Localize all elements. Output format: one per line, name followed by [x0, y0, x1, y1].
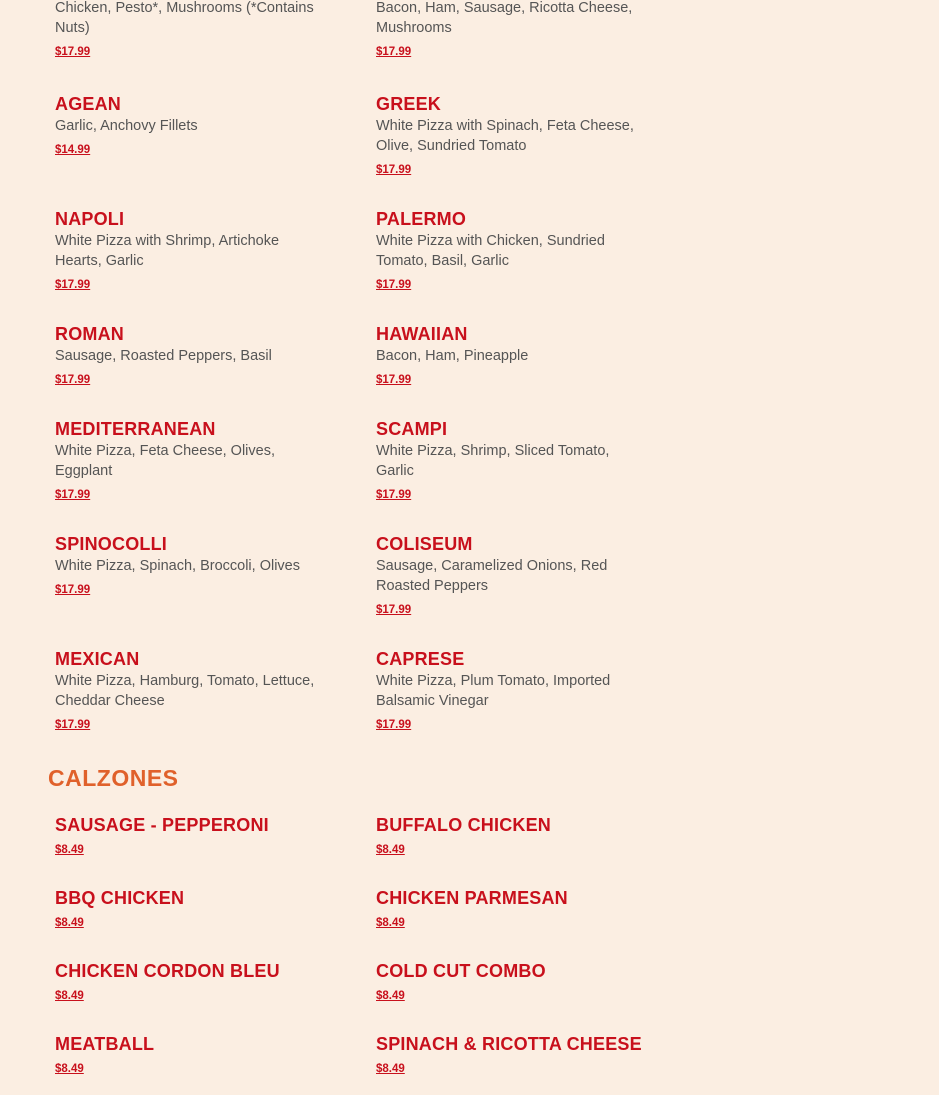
menu-item-name: MEDITERRANEAN — [55, 419, 216, 439]
menu-item-price-link[interactable]: $17.99 — [376, 489, 412, 501]
menu-item — [376, 0, 641, 60]
menu-item-name: CHICKEN PARMESAN — [376, 888, 568, 908]
menu-item — [376, 323, 641, 388]
menu-item — [55, 323, 320, 388]
menu-item — [55, 418, 320, 503]
menu-item-price-link[interactable]: $17.99 — [55, 374, 91, 386]
menu-item-price-link[interactable]: $8.49 — [55, 1063, 84, 1075]
menu-item-description: White Pizza, Feta Cheese, Olives, Eggplant — [55, 443, 275, 479]
menu-item-name: CAPRESE — [376, 649, 465, 669]
menu-item — [55, 887, 320, 931]
menu-item — [376, 887, 641, 931]
menu-item-description: White Pizza with Chicken, Sundried Tomato, Basil, Garlic — [376, 233, 605, 269]
menu-item-name: AGEAN — [55, 94, 122, 114]
menu-item-name: SCAMPI — [376, 419, 448, 439]
menu-item — [55, 208, 320, 293]
menu-item-price-link[interactable]: $17.99 — [376, 604, 412, 616]
menu-item — [55, 648, 320, 733]
menu-item-name: SAUSAGE - PEPPERONI — [55, 815, 269, 835]
menu-item — [55, 93, 320, 158]
menu-item-name: CHICKEN CORDON BLEU — [55, 961, 280, 981]
menu-item-description: Sausage, Roasted Peppers, Basil — [55, 348, 272, 364]
menu-item-price-link[interactable]: $17.99 — [376, 46, 412, 58]
menu-item — [55, 533, 320, 598]
menu-item-name: PALERMO — [376, 209, 467, 229]
menu-item-name: MEATBALL — [55, 1034, 155, 1054]
menu-item-price-link[interactable]: $8.49 — [55, 844, 84, 856]
menu-item — [55, 814, 320, 858]
menu-item-price-link[interactable]: $8.49 — [55, 917, 84, 929]
menu-item-price-link[interactable]: $17.99 — [55, 46, 91, 58]
menu-item-description: White Pizza, Hamburg, Tomato, Lettuce, Cheddar Cheese — [55, 673, 315, 709]
menu-item-description: White Pizza with Shrimp, Artichoke Hearts, Garlic — [55, 233, 280, 269]
menu-item-description: Sausage, Caramelized Onions, Red Roasted Peppers — [376, 558, 608, 594]
menu-item-price-link[interactable]: $8.49 — [376, 990, 405, 1002]
menu-item — [376, 960, 641, 1004]
menu-item — [376, 1033, 641, 1077]
menu-item-description: Garlic, Anchovy Fillets — [55, 118, 198, 134]
menu-item — [376, 814, 641, 858]
menu-item-price-link[interactable]: $8.49 — [376, 917, 405, 929]
menu-item — [55, 0, 320, 60]
section-title-calzones: CALZONES — [48, 765, 179, 791]
menu-item-description: Bacon, Ham, Sausage, Ricotta Cheese, Mushrooms — [376, 0, 633, 36]
menu-item — [376, 418, 641, 503]
menu-item-price-link[interactable]: $17.99 — [376, 719, 412, 731]
menu-item-name: GREEK — [376, 94, 442, 114]
menu-item-description: White Pizza, Plum Tomato, Imported Balsamic Vinegar — [376, 673, 611, 709]
menu-item-price-link[interactable]: $17.99 — [376, 164, 412, 176]
menu-item-price-link[interactable]: $17.99 — [55, 489, 91, 501]
menu-item-description: Bacon, Ham, Pineapple — [376, 348, 529, 364]
menu-item-price-link[interactable]: $17.99 — [55, 279, 91, 291]
menu-item-description: White Pizza with Spinach, Feta Cheese, Olive, Sundried Tomato — [376, 118, 634, 154]
menu-item-name: COLD CUT COMBO — [376, 961, 546, 981]
menu-item-price-link[interactable]: $17.99 — [55, 719, 91, 731]
menu-item-price-link[interactable]: $8.49 — [55, 990, 84, 1002]
menu-item-price-link[interactable]: $17.99 — [376, 279, 412, 291]
menu-item — [376, 93, 641, 178]
menu-item-name: HAWAIIAN — [376, 324, 468, 344]
menu-item-description: White Pizza, Spinach, Broccoli, Olives — [55, 558, 300, 574]
menu-item-price-link[interactable]: $14.99 — [55, 144, 91, 156]
menu-item-description: Chicken, Pesto*, Mushrooms (*Contains Nuts) — [55, 0, 314, 36]
menu-item-name: MEXICAN — [55, 649, 140, 669]
menu-item-name: SPINACH & RICOTTA CHEESE — [376, 1034, 642, 1054]
menu-item-price-link[interactable]: $17.99 — [376, 374, 412, 386]
menu-item-name: ROMAN — [55, 324, 124, 344]
menu-item — [55, 1033, 320, 1077]
menu-item-price-link[interactable]: $8.49 — [376, 844, 405, 856]
menu-item-price-link[interactable]: $17.99 — [55, 584, 91, 596]
menu-item-price-link[interactable]: $8.49 — [376, 1063, 405, 1075]
menu-item-name: BBQ CHICKEN — [55, 888, 185, 908]
menu-item-name: NAPOLI — [55, 209, 125, 229]
menu-item-name: SPINOCOLLI — [55, 534, 168, 554]
menu-item — [376, 648, 641, 733]
menu-item-name: COLISEUM — [376, 534, 473, 554]
menu-item — [55, 960, 320, 1004]
menu-item-description: White Pizza, Shrimp, Sliced Tomato, Garlic — [376, 443, 610, 479]
menu-item-name: BUFFALO CHICKEN — [376, 815, 551, 835]
menu-item — [376, 533, 641, 618]
menu-item — [376, 208, 641, 293]
